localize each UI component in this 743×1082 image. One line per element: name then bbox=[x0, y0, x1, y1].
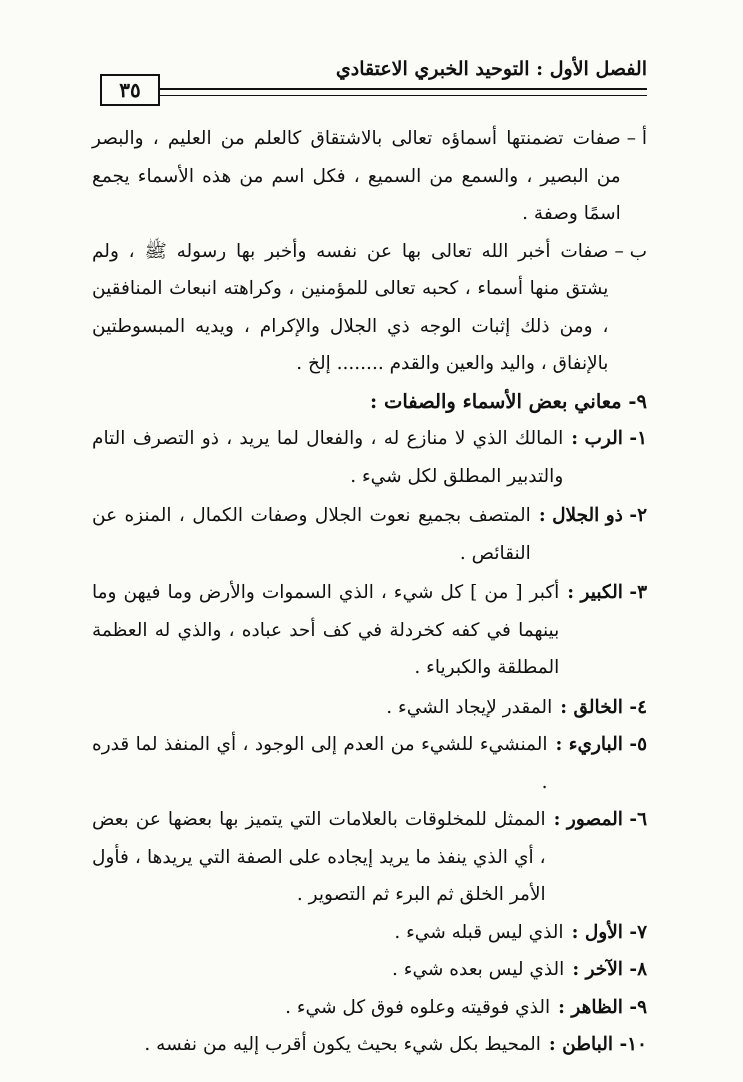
entry-name: الأول : bbox=[571, 921, 623, 943]
entry-number: ١٠- bbox=[619, 1034, 647, 1055]
item-text: صفات أخبر الله تعالى بها عن نفسه وأخبر بها رسوله ﷺ ، ولم يشتق منها أسماء ، كحبه تعالى للمؤمنين ، وكراهته انبعاث المنافقين ، ومن ذلك إثبات الوجه ذي الجلال والإكرام ، ويديه المبسوطتين بالإنفاق ، واليد والعين والقدم ........ إلخ . bbox=[92, 240, 609, 374]
name-entry bbox=[92, 497, 647, 572]
entry-number: ٩- bbox=[629, 996, 647, 1018]
entry-definition: المحيط بكل شيء بحيث يكون أقرب إليه من نفسه . bbox=[144, 1034, 541, 1055]
name-entry bbox=[92, 801, 647, 914]
entry-name: الآخر : bbox=[572, 959, 623, 980]
page-number: ٣٥ bbox=[100, 74, 160, 106]
entry-definition: المتصف بجميع نعوت الجلال وصفات الكمال ، المنزه عن النقائص . bbox=[92, 505, 531, 564]
header-rule bbox=[100, 88, 647, 96]
item-marker: ب – bbox=[614, 240, 647, 262]
entry-name: الخالق : bbox=[560, 696, 623, 718]
entry-name: ذو الجلال : bbox=[538, 505, 623, 526]
name-entry bbox=[92, 726, 647, 801]
item-text: صفات تضمنتها أسماؤه تعالى بالاشتقاق كالعلم من العليم ، والبصر من البصير ، والسمع من السميع ، فكل اسم من هذه الأسماء يجمع اسمًا وصفة . bbox=[92, 128, 621, 224]
entry-definition: الذي ليس بعده شيء . bbox=[392, 959, 565, 980]
entry-definition: المنشيء للشيء من العدم إلى الوجود ، أي المنفذ لما قدره . bbox=[92, 734, 548, 793]
entry-name: الكبير : bbox=[567, 582, 623, 603]
entry-term bbox=[559, 574, 647, 612]
entry-term bbox=[548, 726, 647, 764]
entry-term bbox=[531, 497, 647, 535]
entry-definition: المالك الذي لا منازع له ، والفعال لما يريد ، ذو التصرف التام والتدبير المطلق لكل شيء . bbox=[92, 428, 564, 487]
entry-name: الباريء : bbox=[555, 734, 623, 755]
entry-definition: الذي ليس قبله شيء . bbox=[394, 921, 564, 943]
entry-name: الظاهر : bbox=[558, 996, 623, 1018]
entry-term bbox=[546, 801, 647, 839]
name-entry bbox=[92, 574, 647, 687]
name-entry bbox=[92, 420, 647, 495]
entry-name: الباطن : bbox=[548, 1034, 613, 1055]
entry-definition: المقدر لإيجاد الشيء . bbox=[386, 696, 553, 718]
name-entry bbox=[92, 914, 647, 952]
entry-number: ٢- bbox=[629, 505, 647, 526]
entry-term bbox=[541, 1026, 647, 1064]
list-item bbox=[92, 233, 647, 383]
name-entry bbox=[92, 951, 647, 989]
entry-term bbox=[564, 914, 647, 952]
entry-term bbox=[563, 420, 647, 458]
entry-term bbox=[550, 989, 647, 1027]
name-entry bbox=[92, 689, 647, 727]
entry-number: ٨- bbox=[629, 959, 647, 980]
entry-number: ٤- bbox=[629, 696, 647, 718]
page-body bbox=[92, 120, 647, 1064]
entry-name: المصور : bbox=[553, 809, 623, 830]
entry-definition: الذي فوقيته وعلوه فوق كل شيء . bbox=[285, 996, 551, 1018]
entry-definition: الممثل للمخلوقات بالعلامات التي يتميز بها بعضها عن بعض ، أي الذي ينفذ ما يريد إيجاده على الصفة التي يريدها ، فأول الأمر الخلق ثم البرء ثم التصوير . bbox=[92, 809, 546, 905]
entry-number: ٦- bbox=[629, 809, 647, 830]
entry-term bbox=[564, 951, 647, 989]
section-heading: ٩- معاني بعض الأسماء والصفات : bbox=[369, 389, 647, 413]
entry-name: الرب : bbox=[571, 428, 623, 449]
chapter-title: الفصل الأول : التوحيد الخبري الاعتقادي bbox=[335, 58, 647, 80]
item-marker: أ – bbox=[626, 128, 647, 149]
entry-term bbox=[552, 689, 647, 727]
entry-definition: أكبر [ من ] كل شيء ، الذي السموات والأرض وما فيهن وما بينهما في كفه كخردلة في كف أحد عباده ، والذي له العظمة المطلقة والكبرياء . bbox=[92, 582, 560, 678]
name-entry bbox=[92, 1026, 647, 1064]
list-item bbox=[92, 120, 647, 233]
entry-number: ١- bbox=[629, 428, 647, 449]
entry-number: ٣- bbox=[629, 582, 647, 603]
name-entry bbox=[92, 989, 647, 1027]
entry-number: ٧- bbox=[629, 921, 647, 943]
entry-number: ٥- bbox=[629, 734, 647, 755]
